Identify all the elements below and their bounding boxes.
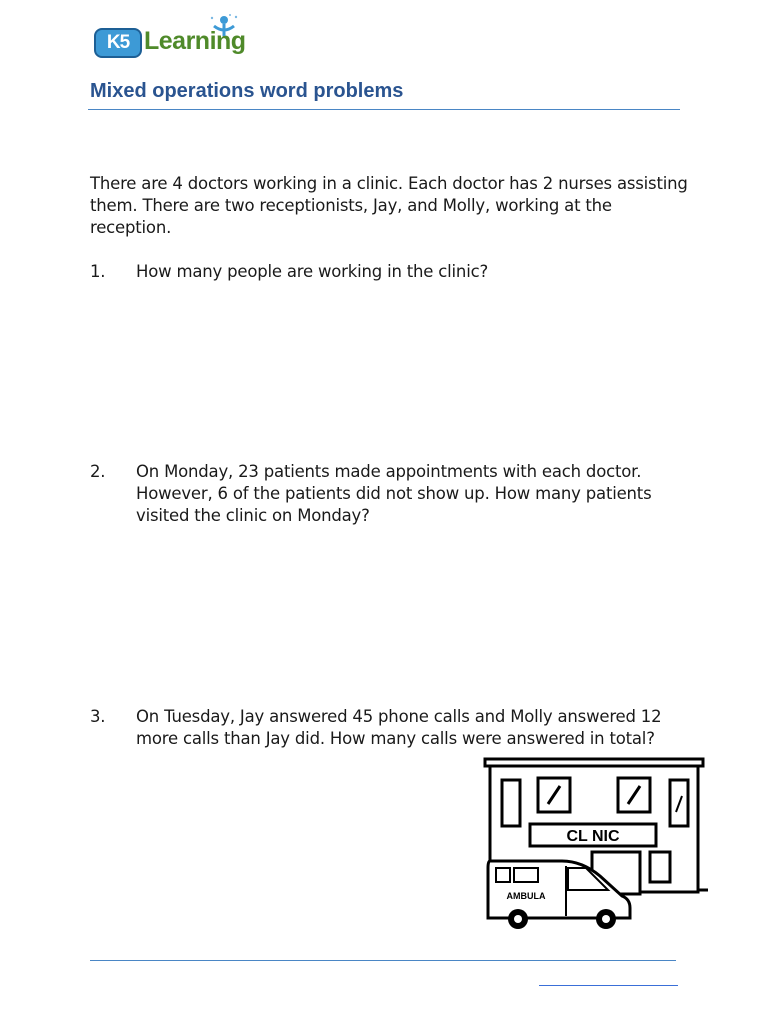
logo-badge: K5 bbox=[94, 28, 142, 58]
question-number: 3. bbox=[90, 707, 106, 726]
intro-paragraph: There are 4 doctors working in a clinic. Each doctor has 2 nurses assisting them. There are two receptionists, Jay, and Molly, working at the reception. bbox=[90, 174, 688, 237]
question-number: 2. bbox=[90, 462, 106, 481]
question-number: 1. bbox=[90, 262, 106, 281]
clinic-ambulance-illustration bbox=[482, 756, 710, 936]
k5-learning-logo[interactable] bbox=[92, 14, 267, 62]
page-title: Mixed operations word problems bbox=[90, 80, 404, 102]
logo-figure-icon bbox=[204, 14, 244, 44]
ambulance-text: AMBULA bbox=[506, 891, 546, 901]
logo-brand-text: Learning bbox=[144, 27, 246, 55]
title-divider bbox=[88, 109, 680, 110]
question-text: On Monday, 23 patients made appointments with each doctor. However, 6 of the patients did not show up. How many patients visited the clinic on Monday? bbox=[136, 462, 652, 525]
footer-link-underline[interactable] bbox=[539, 985, 678, 986]
footer-divider bbox=[90, 960, 676, 961]
question-text: How many people are working in the clinic? bbox=[136, 262, 489, 281]
question-text: On Tuesday, Jay answered 45 phone calls and Molly answered 12 more calls than Jay did. How many calls were answered in total? bbox=[136, 707, 662, 748]
clinic-sign-text: CL NIC bbox=[566, 828, 620, 845]
